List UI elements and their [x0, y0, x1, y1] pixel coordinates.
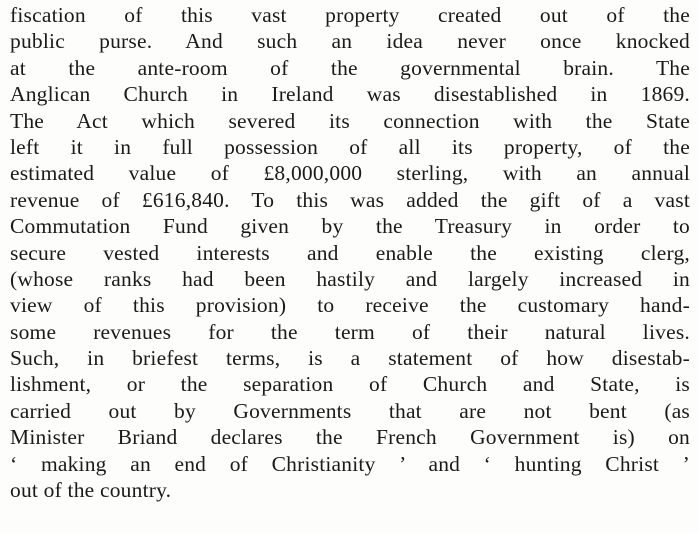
- text-line: secure vested interests and enable the existing clerg,: [10, 240, 690, 265]
- text-line: public purse. And such an idea never once knocked: [10, 29, 690, 54]
- text-line: Such, in briefest terms, is a statement of how disestab-: [10, 346, 690, 371]
- text-line: estimated value of £8,000,000 sterling, with an annual: [10, 161, 690, 186]
- text-line: fiscation of this vast property created out of the: [10, 3, 690, 27]
- text-line: The Act which severed its connection with the State: [10, 108, 690, 133]
- text-line-last: out of the country.: [10, 478, 172, 503]
- text-line: Anglican Church in Ireland was disestablished in 1869.: [10, 82, 690, 107]
- text-line: carried out by Governments that are not bent (as: [10, 398, 690, 423]
- text-line: some revenues for the term of their natural lives.: [10, 319, 690, 344]
- text-line: left it in full possession of all its property, of the: [10, 134, 690, 159]
- text-line: view of this provision) to receive the customary hand-: [10, 293, 690, 318]
- text-line: (whose ranks had been hastily and largely increased in: [10, 266, 690, 291]
- text-line: Minister Briand declares the French Government is) on: [10, 425, 690, 450]
- text-line: ‘ making an end of Christianity ’ and ‘ hunting Christ ’: [10, 451, 690, 476]
- text-line: at the ante-room of the governmental brain. The: [10, 55, 690, 80]
- text-line: lishment, or the separation of Church and State, is: [10, 372, 690, 397]
- text-line: revenue of £616,840. To this was added the gift of a vast: [10, 187, 690, 212]
- body-text: [10, 2, 690, 503]
- text-line: Commutation Fund given by the Treasury in order to: [10, 214, 690, 239]
